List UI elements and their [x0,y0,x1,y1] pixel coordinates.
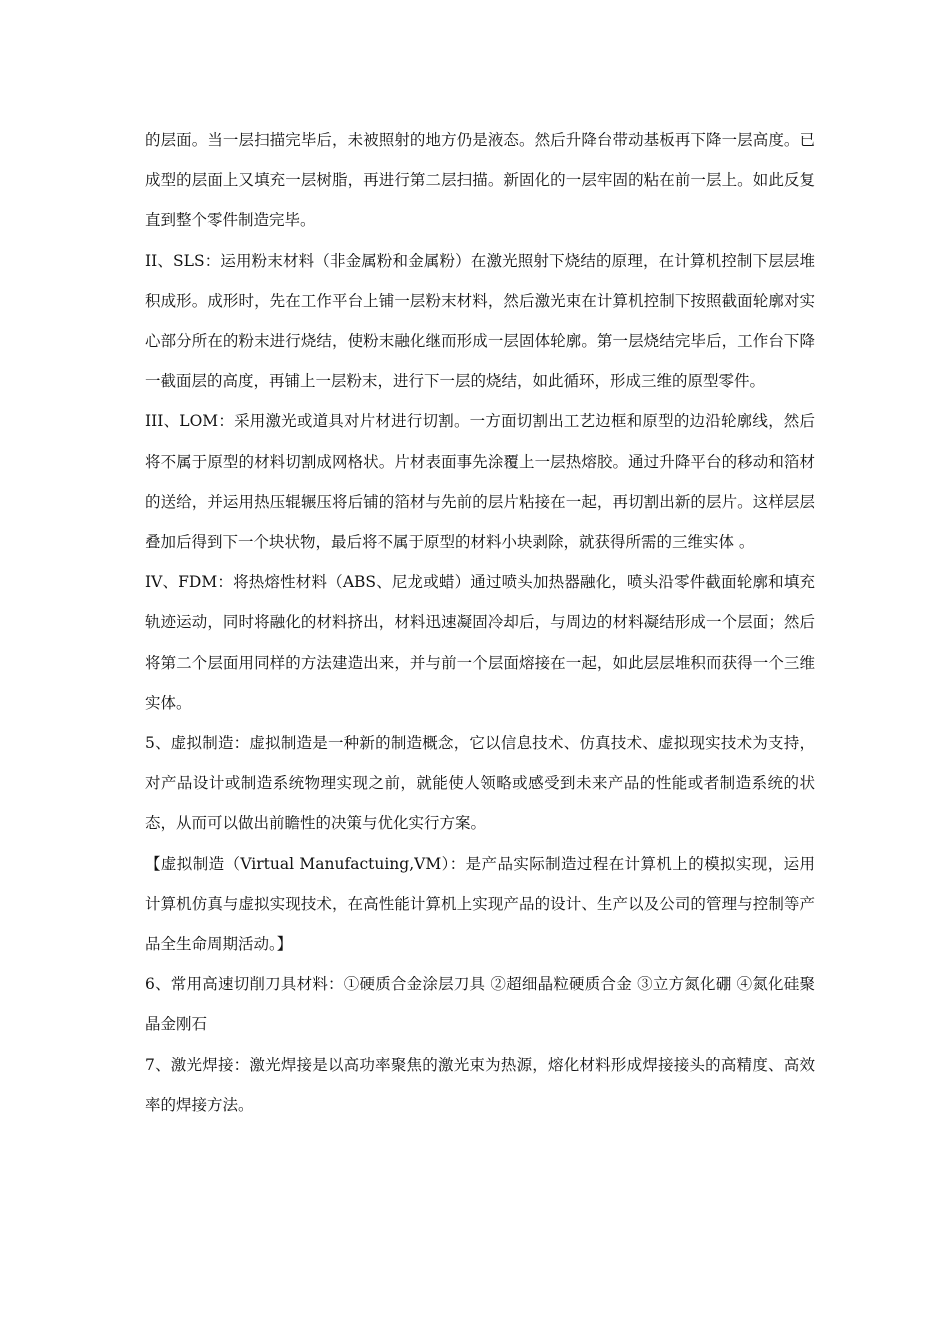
paragraph-vm-definition: 【虚拟制造（Virtual Manufactuing,VM）：是产品实际制造过程在计算机上的模拟实现，运用计算机仿真与虚拟实现技术，在高性能计算机上实现产品的设计、生产以及公司的管理与控制等产品全生命周期活动。】 [145,854,815,954]
paragraph-sls: II、SLS：运用粉末材料（非金属粉和金属粉）在激光照射下烧结的原理，在计算机控制下层层堆积成形。成形时，先在工作平台上铺一层粉末材料，然后激光束在计算机控制下按照截面轮廓对实心部分所在的粉末进行烧结，使粉末融化继而形成一层固体轮廓。第一层烧结完毕后，工作台下降一截面层的高度，再铺上一层粉末，进行下一层的烧结，如此循环，形成三维的原型零件。 [145,251,815,391]
paragraph-fdm: IV、FDM：将热熔性材料（ABS、尼龙或蜡）通过喷头加热器融化，喷头沿零件截面轮廓和填充轨迹运动，同时将融化的材料挤出，材料迅速凝固冷却后，与周边的材料凝结形成一个层面；然后将第二个层面用同样的方法建造出来，并与前一个层面熔接在一起，如此层层堆积而获得一个三维实体。 [145,573,815,712]
paragraph-lom: III、LOM：采用激光或道具对片材进行切割。一方面切割出工艺边框和原型的边沿轮廓线，然后将不属于原型的材料切割成网格状。片材表面事先涂覆上一层热熔胶。通过升降平台的移动和箔材的送给，并运用热压辊辗压将后铺的箔材与先前的层片粘接在一起，再切割出新的层片。这样层层叠加后得到下一个块状物，最后将不属于原型的材料小块剥除，就获得所需的三维实体 。 [145,412,815,552]
paragraph-laser-welding: 7、激光焊接：激光焊接是以高功率聚焦的激光束为热源，熔化材料形成焊接接头的高精度、高效率的焊接方法。 [145,1055,815,1114]
paragraph-sla-continued: 的层面。当一层扫描完毕后，未被照射的地方仍是液态。然后升降台带动基板再下降一层高度。已成型的层面上又填充一层树脂，再进行第二层扫描。新固化的一层牢固的粘在前一层上。如此反复直到整个零件制造完毕。 [145,131,815,230]
paragraph-virtual-manufacturing: 5、虚拟制造：虚拟制造是一种新的制造概念，它以信息技术、仿真技术、虚拟现实技术为支持，对产品设计或制造系统物理实现之前，就能使人领略或感受到未来产品的性能或者制造系统的状态，从而可以做出前瞻性的决策与优化实行方案。 [145,734,815,833]
paragraph-cutting-tool-materials: 6、常用高速切削刀具材料：①硬质合金涂层刀具 ②超细晶粒硬质合金 ③立方氮化硼 ④氮化硅聚晶金刚石 [145,975,815,1034]
document-page [145,120,815,1125]
